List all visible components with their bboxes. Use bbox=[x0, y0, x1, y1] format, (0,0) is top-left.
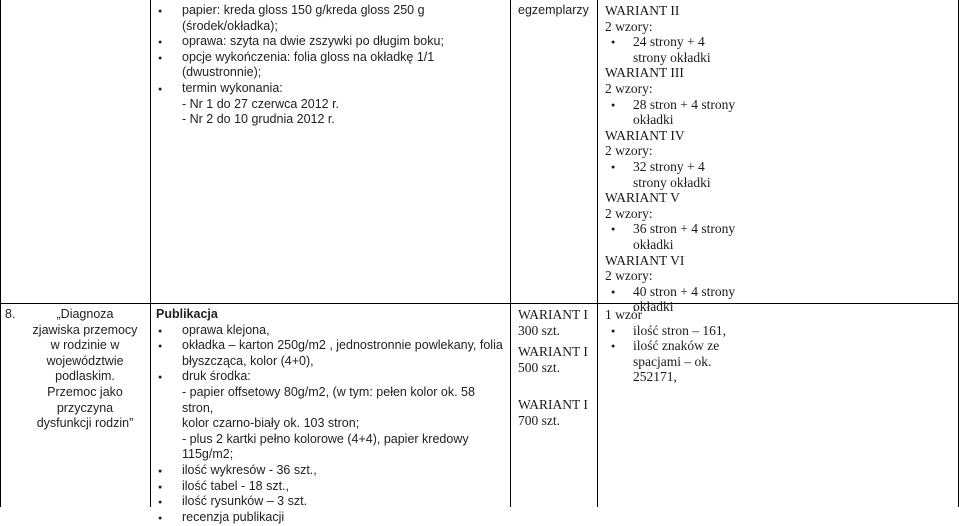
variant-pages-line: ● 28 stron + 4 strony bbox=[633, 96, 736, 112]
bullet-item bbox=[156, 50, 506, 81]
publication-item-line: ● ilość tabel - 18 szt., bbox=[182, 478, 289, 493]
row-number-text: 8. bbox=[5, 307, 16, 321]
variant-pages-line: ● 40 stron + 4 strony bbox=[633, 283, 736, 299]
column-divider bbox=[150, 0, 151, 507]
variant-pages-line: ● 36 stron + 4 strony bbox=[633, 221, 736, 237]
subject-line: przyczyna bbox=[56, 400, 114, 415]
quantities-cell bbox=[518, 307, 596, 435]
quantity-variant: WARIANT I bbox=[518, 397, 588, 413]
variant-pages-item bbox=[605, 34, 955, 65]
variant-pages-line: ● 24 strony + 4 bbox=[633, 34, 705, 50]
publication-item-line: błyszcząca, kolor (4+0), bbox=[182, 353, 314, 368]
spec-item-line: ● ilość stron – 161, bbox=[633, 322, 726, 338]
variants-cell bbox=[605, 3, 955, 315]
variant-title: WARIANT V bbox=[605, 190, 680, 206]
bullet-item bbox=[156, 3, 506, 34]
item-text: oprawa: szyta na dwie zszywki po długim boku; bbox=[182, 34, 444, 49]
variant-copies: 2 wzory: bbox=[605, 205, 653, 221]
variant-title: WARIANT VI bbox=[605, 252, 685, 268]
publication-heading: Publikacja bbox=[156, 307, 218, 321]
variant-title: WARIANT III bbox=[605, 65, 684, 81]
publication-item bbox=[156, 369, 506, 463]
spec-item bbox=[605, 323, 955, 339]
publication-item bbox=[156, 463, 506, 479]
publication-item-line: ● recenzja publikacji bbox=[182, 509, 285, 524]
publication-item bbox=[156, 510, 506, 526]
spec-item-line: ● ilość znaków ze bbox=[633, 338, 720, 354]
list-item bbox=[156, 112, 506, 128]
quantity-header: egzemplarzy bbox=[518, 3, 589, 17]
publication-item-line: kolor czarno-biały ok. 103 stron; bbox=[182, 416, 360, 431]
item-text: papier: kreda gloss 150 g/kreda gloss 250 g (środek/okładka); bbox=[182, 3, 425, 33]
spec-cell bbox=[605, 307, 955, 385]
quantity-variant: WARIANT I bbox=[518, 307, 588, 322]
quantity-amount: 300 szt. bbox=[518, 322, 560, 338]
publication-item bbox=[156, 494, 506, 510]
variant-pages bbox=[605, 159, 955, 190]
variant-copies: 2 wzory: bbox=[605, 18, 653, 34]
bullet-item bbox=[156, 34, 506, 50]
publication-item-line: ● ilość rysunków – 3 szt. bbox=[182, 494, 308, 509]
publication-item-line: - plus 2 kartki pełno kolorowe (4+4), papier kredowy bbox=[182, 431, 469, 446]
column-divider bbox=[510, 0, 511, 507]
variant-pages-line: okładki bbox=[633, 299, 674, 315]
spec-items bbox=[605, 323, 955, 385]
quantity-entry bbox=[518, 397, 596, 428]
quantity-entry bbox=[518, 307, 596, 338]
publication-subject bbox=[22, 307, 148, 432]
column-divider bbox=[597, 0, 598, 507]
item-text: - Nr 2 do 10 grudnia 2012 r. bbox=[182, 112, 335, 127]
quantity-amount: 700 szt. bbox=[518, 412, 560, 428]
variant-pages-item bbox=[605, 159, 955, 190]
item-text: opcje wykończenia: folia gloss na okładkę 1/1 (dwustronnie); bbox=[182, 49, 435, 80]
variant-pages-item bbox=[605, 221, 955, 252]
variant-pages-item bbox=[605, 97, 955, 128]
publication-items bbox=[156, 323, 506, 526]
publication-item-line: ● okładka – karton 250g/m2 , jednostronnie powlekany, folia bbox=[182, 338, 503, 353]
list-item bbox=[156, 97, 506, 113]
variant-pages bbox=[605, 97, 955, 128]
variant-copies: 2 wzory: bbox=[605, 143, 653, 159]
publication-item-line: ● ilość wykresów - 36 szt., bbox=[182, 462, 317, 477]
publication-item bbox=[156, 323, 506, 339]
quantity-header-cell bbox=[518, 3, 596, 19]
variant-title: WARIANT IV bbox=[605, 127, 685, 143]
publication-description-cell bbox=[156, 307, 506, 525]
subject-line: Przemoc jako bbox=[47, 384, 123, 399]
subject-line: „Diagnoza bbox=[56, 307, 114, 321]
variant-pages-line: strony okładki bbox=[633, 174, 711, 190]
variant-pages-line: okładki bbox=[633, 112, 674, 128]
publication-item bbox=[156, 479, 506, 495]
quantity-amount: 500 szt. bbox=[518, 359, 560, 375]
variants-list bbox=[605, 3, 955, 315]
spec-item bbox=[605, 338, 955, 385]
spec-header: 1 wzór bbox=[605, 307, 643, 322]
variant-pages bbox=[605, 221, 955, 252]
variant-pages-line: ● 32 strony + 4 bbox=[633, 158, 705, 174]
subject-line: województwie bbox=[46, 353, 124, 368]
table-border-left bbox=[0, 0, 1, 507]
publication-item bbox=[156, 338, 506, 369]
variant-pages-line: strony okładki bbox=[633, 49, 711, 65]
publication-item-line: - papier offsetowy 80g/m2, (w tym: pełen kolor ok. 58 stron, bbox=[182, 384, 475, 415]
item-text: - Nr 1 do 27 czerwca 2012 r. bbox=[182, 96, 340, 111]
spec-item-line: 252171, bbox=[633, 369, 677, 385]
publication-item-line: 115g/m2; bbox=[182, 447, 234, 462]
variant-pages bbox=[605, 34, 955, 65]
publication-item-line: ● druk środka: bbox=[182, 369, 251, 384]
variant-copies: 2 wzory: bbox=[605, 268, 653, 284]
publication-item-line: ● oprawa klejona, bbox=[182, 322, 270, 337]
subject-line: podlaskim. bbox=[55, 369, 115, 384]
variant-copies: 2 wzory: bbox=[605, 80, 653, 96]
quantities-list bbox=[518, 307, 596, 429]
top-description-cell bbox=[156, 3, 506, 128]
subject-line: w rodzinie w bbox=[50, 338, 120, 353]
subject-line: dysfunkcji rodzin” bbox=[36, 416, 134, 431]
bullet-item bbox=[156, 81, 506, 97]
quantity-entry bbox=[518, 344, 596, 375]
item-text: termin wykonania: bbox=[182, 80, 283, 95]
quantity-variant: WARIANT I bbox=[518, 344, 588, 360]
variant-title: WARIANT II bbox=[605, 3, 680, 18]
subject-line: zjawiska przemocy bbox=[32, 322, 138, 337]
variant-pages-line: okładki bbox=[633, 236, 674, 252]
subject-lines bbox=[22, 307, 148, 432]
spec-item-line: spacjami – ok. bbox=[633, 353, 712, 369]
top-description-list bbox=[156, 3, 506, 128]
